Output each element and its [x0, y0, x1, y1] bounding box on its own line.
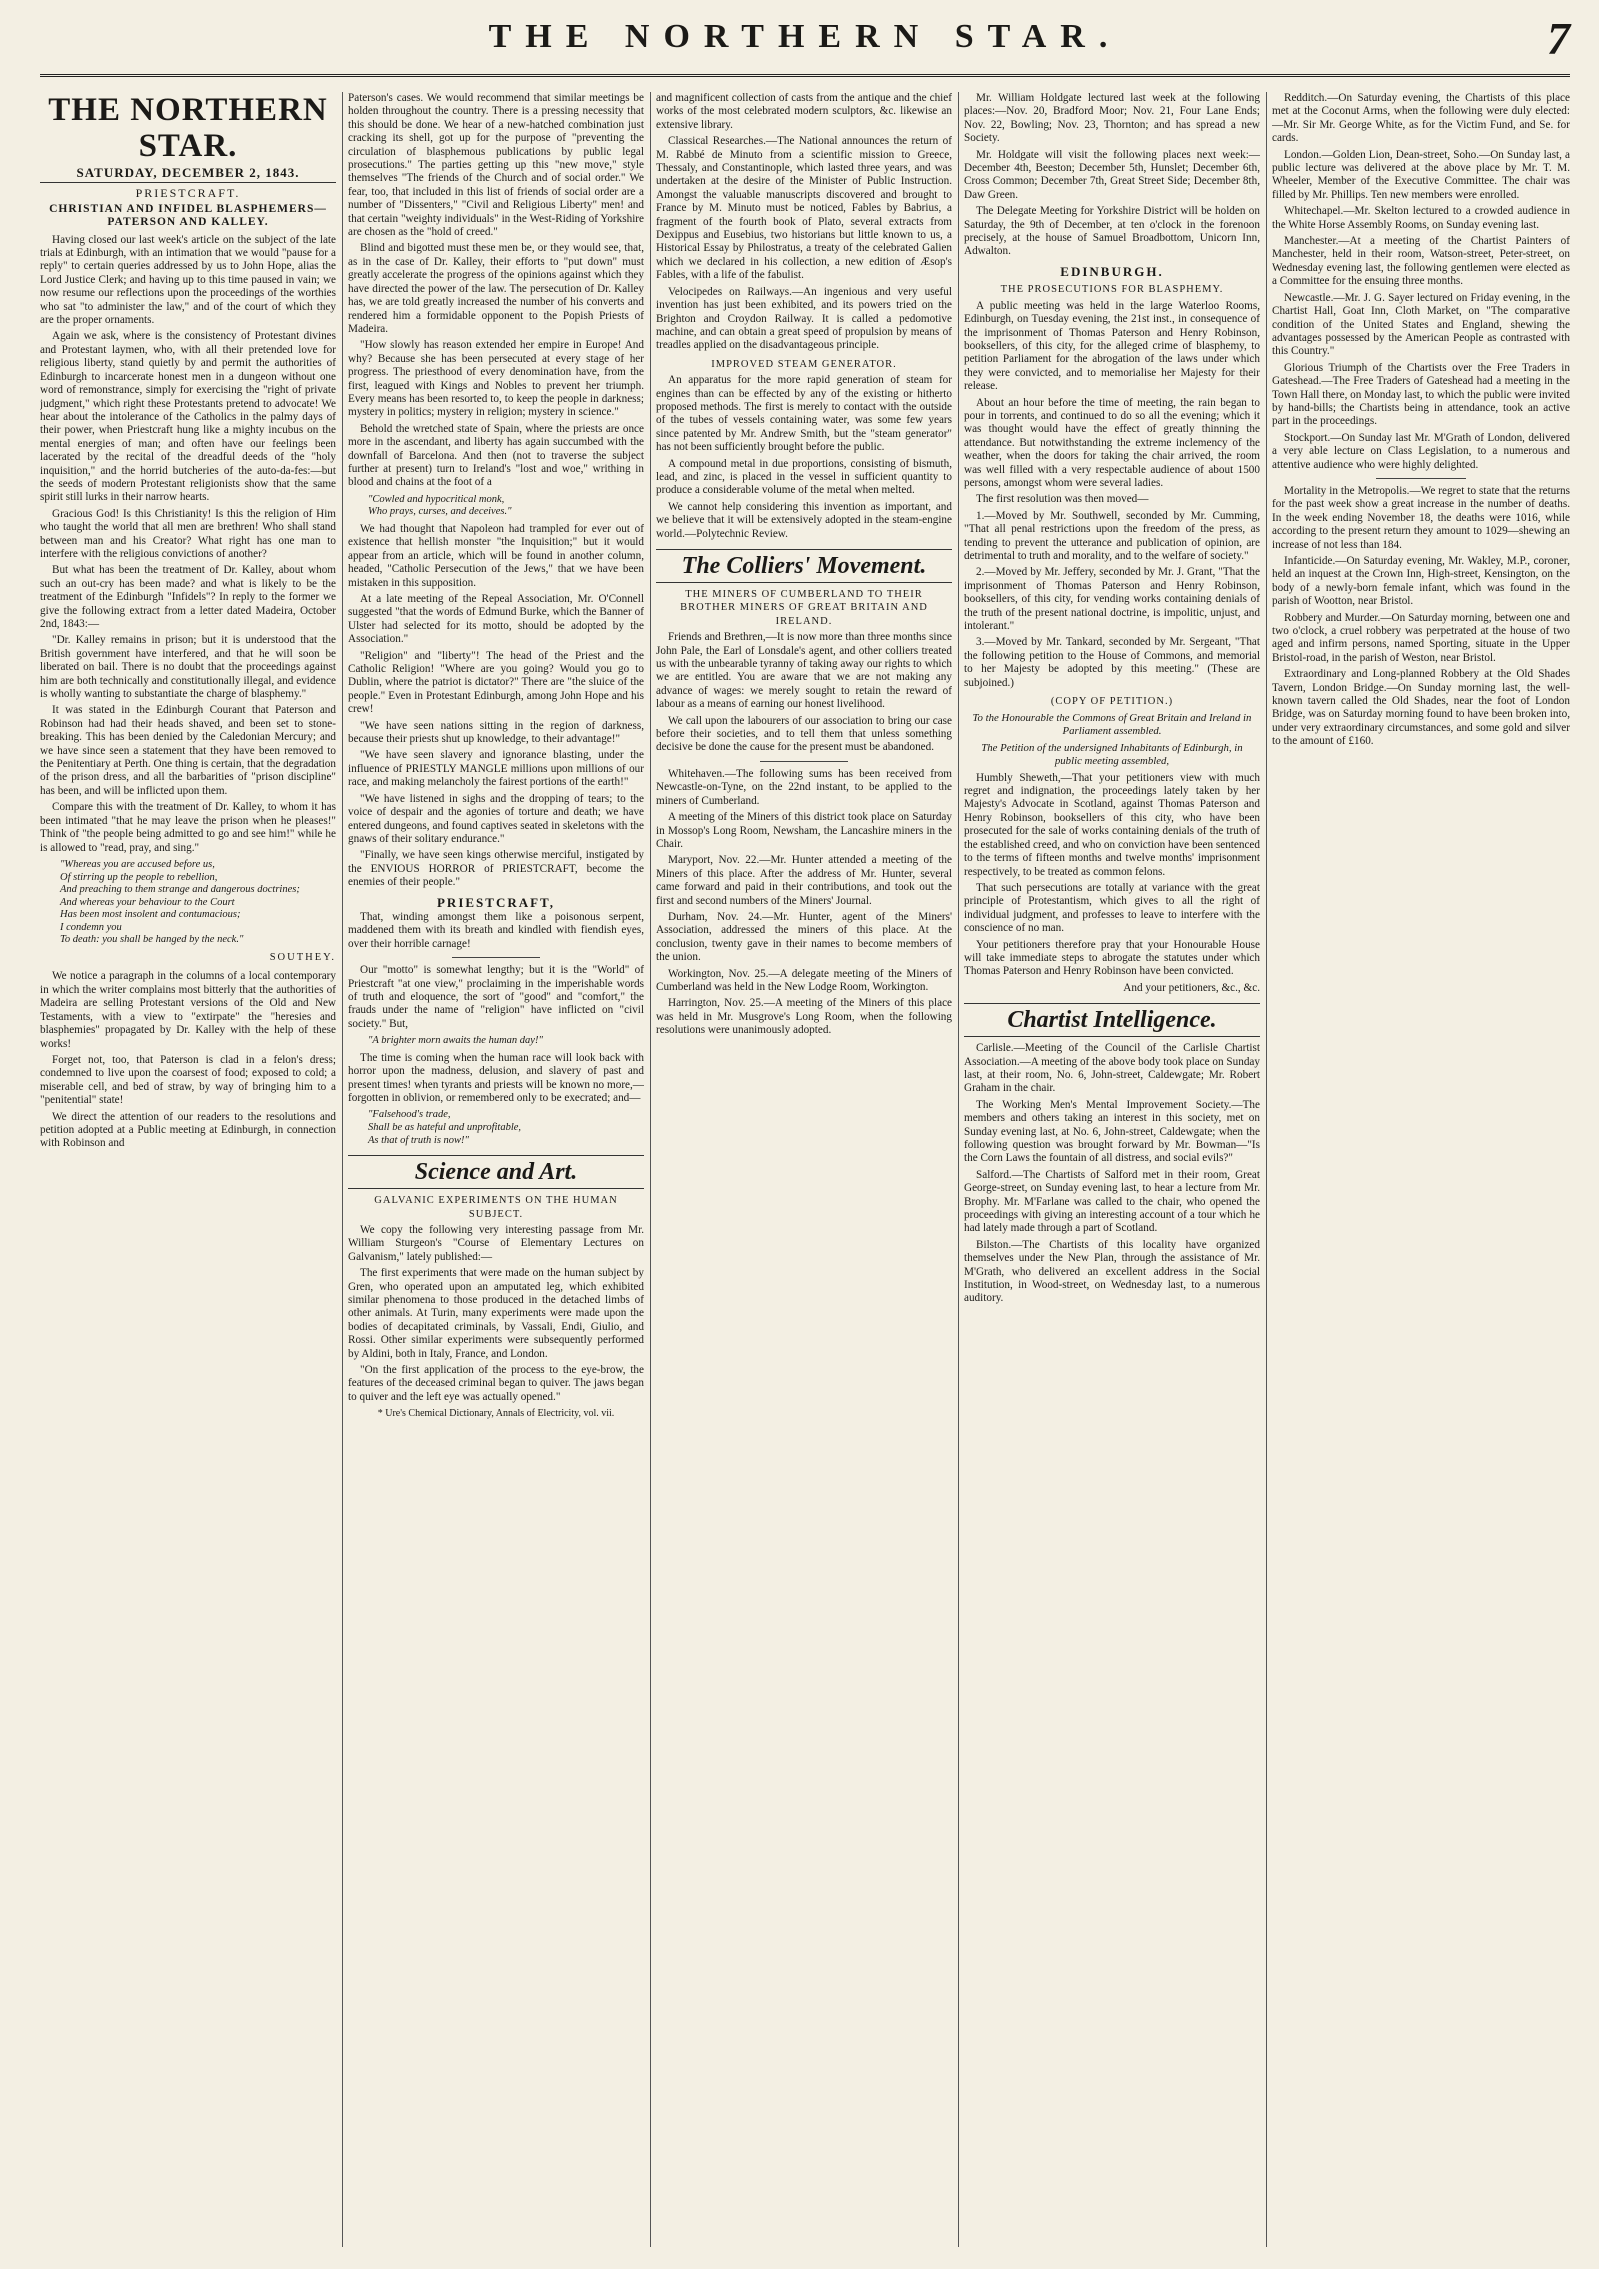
- article-headline: IMPROVED STEAM GENERATOR.: [711, 358, 897, 370]
- article-headline: THE PROSECUTIONS FOR BLASPHEMY.: [1000, 284, 1224, 296]
- resolution: 1.—Moved by Mr. Southwell, seconded by Mr. Cumming, "That all penal restrictions upon the freedom of the press, as tending to prevent the utterance and publication of opinion, are detrimental to truth and morality, and to the welfare of society.": [964, 509, 1260, 562]
- verse-quote: "Cowled and hypocritical monk, Who prays, curses, and deceives.": [368, 493, 512, 518]
- paragraph: We notice a paragraph in the columns of a local contemporary in which the writer complains most bitterly that the authorities of Madeira are selling Protestant versions of the Old and New Testaments, with a view to "extirpate" the "heresies and blasphemies" propagated by Dr. Kalley with the help of these works!: [40, 970, 336, 1050]
- column-3: [656, 92, 952, 2252]
- paragraph: Forget not, too, that Paterson is clad in a felon's dress; condemned to live upon the coarsest of food; exposed to cold; a miserable cell, and bed of straw, by way of bringing him to a "penitential" state!: [40, 1053, 336, 1107]
- petition-subtitle: The Petition of the undersigned Inhabitants of Edinburgh, in public meeting assembled,: [981, 742, 1243, 767]
- paragraph: An apparatus for the more rapid generation of steam for engines than can be effected by any of the existing or hitherto proposed methods. The first is merely to contact with the outside of the tubes of vessels containing water, was some few years since patented by Mr. Andrew Smith, but the "steam generator" has not been sufficiently brought before the public.: [656, 374, 952, 454]
- paper-date: SATURDAY, DECEMBER 2, 1843.: [40, 166, 336, 183]
- verse-quote: "Falsehood's trade, Shall be as hateful and unprofitable, As that of truth is now!": [368, 1109, 522, 1146]
- paragraph: And your petitioners, &c., &c.: [1123, 981, 1260, 994]
- column-rule: [342, 92, 343, 2247]
- section-heading-science: Science and Art.: [348, 1155, 644, 1189]
- paragraph: Infanticide.—On Saturday evening, Mr. Wakley, M.P., coroner, held an inquest at the Crown Inn, High-street, Kensington, on the body of a newly-born female infant, which was found in the parish of Wootton, near Bristol.: [1272, 555, 1570, 608]
- paragraph: About an hour before the time of meeting, the rain began to pour in torrents, and continued to do so all the evening; which it was thought would have the effect of greatly thinning the attendance. But notwithstanding the extreme inclemency of the weather, when the doors for taking the chair arrived, the room was well filled with a very respectable audience of about 1500 persons, amongst whom were several ladies.: [964, 396, 1260, 489]
- paper-title: THE NORTHERN STAR.: [48, 92, 328, 164]
- article-kicker: PRIESTCRAFT.: [135, 186, 241, 201]
- paragraph: Salford.—The Chartists of Salford met in their room, Great George-street, on Sunday evening last, to hear a lecture from Mr. Brophy. Mr. M'Farlane was called to the chair, who opened the proceedings with giving an interesting account of a tour which he had lately made through a part of Scotland.: [964, 1168, 1260, 1235]
- petition-title: To the Honourable the Commons of Great Britain and Ireland in Parliament assembled.: [972, 712, 1252, 738]
- paragraph: We call upon the labourers of our association to bring our case before their societies, and to tell them that unless something decisive be done the cause for the present must be abandoned.: [656, 714, 952, 754]
- separator: [1376, 478, 1465, 479]
- paragraph: Compare this with the treatment of Dr. Kalley, to whom it has been intimated "that he may leave the prison when he pleases!" Think of "the people being admitted to go and see him!" while he is allowed to "read, pray, and sing.": [40, 801, 336, 854]
- paragraph: Velocipedes on Railways.—An ingenious and very useful invention has just been exhibited, and its powers tried on the Brighton and Croydon Railway. It is called a pedomotive machine, and can obtain a great speed of propulsion by means of treadles applied on the disadvantageous principle.: [656, 285, 952, 352]
- quoted-paragraph: "We have seen slavery and ignorance blasting, under the influence of PRIESTLY MANGLE millions upon millions of our race, and making melancholy the fairest portions of the earth!": [348, 749, 644, 789]
- paragraph: Durham, Nov. 24.—Mr. Hunter, agent of the Miners' Association, addressed the miners of this place. At the conclusion, twenty gave in their names to become members of the union.: [656, 910, 952, 964]
- column-1: [40, 92, 336, 2252]
- quoted-paragraph: "We have seen nations sitting in the region of darkness, because their priests shut up knowledge, to their advantage!": [348, 719, 644, 746]
- petition-label: (COPY OF PETITION.): [1050, 696, 1174, 708]
- quoted-paragraph: "We have listened in sighs and the dropping of tears; to the voice of despair and the agonies of torture and death; we have entered dungeons, and found captives seated in skeletons with the gnaws of their solitary endurance.": [348, 792, 644, 845]
- verse-attribution: SOUTHEY.: [269, 952, 336, 964]
- paragraph: Humbly Sheweth,—That your petitioners view with much regret and indignation, the proceedings lately taken by her Majesty's Advocate in Scotland, against Thomas Paterson and Henry Robinson, booksellers of this city, who have been prosecuted for the sale of works containing denials of the truth of the established creed, and who on conviction have been sentenced to the terms of fifteen months and twelve months' imprisonment respectively, to be treated as common felons.: [964, 771, 1260, 878]
- paragraph: We had thought that Napoleon had trampled for ever out of existence that hellish monster "the Inquisition;" but it would appear from an article, which will be found in another column, headed, "Catholic Persecution of the Jews," that we have been mistaken in this supposition.: [348, 522, 644, 589]
- footnote: * Ure's Chemical Dictionary, Annals of Electricity, vol. vii.: [377, 1408, 615, 1420]
- paragraph: Glorious Triumph of the Chartists over the Free Traders in Gateshead.—The Free Traders of Gateshead had a meeting in the Town Hall there, on Monday last, to which the public were invited by hand-bills; the Chartists being in attendance, took an active part in the proceedings.: [1272, 361, 1570, 428]
- paragraph: Friends and Brethren,—It is now more than three months since John Pale, the Earl of Lonsdale's agent, and other colliers treated us with the unbearable tyranny of taking away our rights to which we are entitled. You are aware that we are not making any advance of wages: we merely sought to retain the reward of labour as a means of earning our honest livelihood.: [656, 631, 952, 711]
- column-2: [348, 92, 644, 2252]
- paragraph: At a late meeting of the Repeal Association, Mr. O'Connell suggested "that the words of Edmund Burke, which the Banner of Ulster had selected for its motto, should be adopted by the Association.": [348, 593, 644, 646]
- paragraph: Maryport, Nov. 22.—Mr. Hunter attended a meeting of the Miners of this place. After the address of Mr. Hunter, several came forward and paid in their contributions, and took out the first and second numbers of the Miners' Journal.: [656, 854, 952, 907]
- paragraph: London.—Golden Lion, Dean-street, Soho.—On Sunday last, a public lecture was delivered at the above place by Mr. T. M. Wheeler, Member of the Executive Committee. The chair was filled by Mr. Phillips. Ten new members were enrolled.: [1272, 148, 1570, 201]
- paragraph: A meeting of the Miners of this district took place on Saturday in Mossop's Long Room, Newsham, the Lancashire miners in the Chair.: [656, 811, 952, 850]
- resolution: 3.—Moved by Mr. Tankard, seconded by Mr. Sergeant, "That the following petition to the House of Commons, and memorial to her Majesty be adopted by this meeting." (These are subjoined.): [964, 636, 1260, 689]
- paragraph: Paterson's cases. We would recommend that similar meetings be holden throughout the country. There is a pressing necessity that this should be done. We hear of a new-hatched combination just cracking its shell, got up for the purpose of "preventing the circulation of blasphemous publications by public legal prosecutions." The parties getting up this "new move," style themselves "The friends of the Church and of social order." We fear, too, that included in this list of friends of social order are a number of "Dissenters," "Civil and Religious Liberty" men! and that certain "weighty individuals" in the West-Riding of Yorkshire are chosen as the "hold of creed.": [348, 92, 644, 239]
- paragraph: Carlisle.—Meeting of the Council of the Carlisle Chartist Association.—A meeting of the above body took place on Sunday last, at their room, No. 6, John-street, Caldewgate; Mr. Robert Graham in the chair.: [964, 1042, 1260, 1095]
- paragraph: We copy the following very interesting passage from Mr. William Sturgeon's "Course of Elementary Lectures on Galvanism," lately published:—: [348, 1224, 644, 1263]
- paragraph: Extraordinary and Long-planned Robbery at the Old Shades Tavern, London Bridge.—On Sunday morning last, the well-known tavern called the Old Shades, near the foot of London Bridge, was on Saturday morning found to have been broken into, under very extraordinary circumstances, and some gold and silver to the amount of £160.: [1272, 668, 1570, 748]
- column-rule: [1266, 92, 1267, 2247]
- verse-quote: "Whereas you are accused before us, Of stirring up the people to rebellion, And preaching to them strange and dangerous doctrines; And whereas your behaviour to the Court Has been most insolent and contumacious; I condemn you To death: you shall be hanged by the neck.": [60, 858, 300, 946]
- paragraph: Classical Researches.—The National announces the return of M. Rabbé de Minuto from a scientific mission to Greece, Thessaly, and Constantinople, which lasted three years, and was undertaken at the desire of the Minister of Public Instruction. Amongst the valuable manuscripts discovered and brought to France by M. Minuto must be noticed, Fables by Babrius, a fragment of the fourth book of Plato, several extracts from Dexippus and Eusebius, two historians but little known to us, a Historical Essay by Philostratus, a treaty of the celebrated Galien which we declared in his collection, a new edition of Æsop's Fables, with a life of the fabulist.: [656, 135, 952, 282]
- paragraph: "Religion" and "liberty"! The head of the Priest and the Catholic Religion! "Where are you going? Would you go to Dublin, where the patriot is dictator?" There are "the sluice of the people." Even in Protestant Edinburgh, among John Hope and his crew!: [348, 649, 644, 716]
- paragraph: Your petitioners therefore pray that your Honourable House will take immediate steps to abrogate the statutes under which Thomas Paterson and Henry Robinson have been convicted.: [964, 938, 1260, 978]
- column-5: [1272, 92, 1570, 2252]
- dateline-edinburgh: EDINBURGH.: [1060, 263, 1164, 279]
- paragraph: Workington, Nov. 25.—A delegate meeting of the Miners of Cumberland was held in the New Lodge Room, Workington.: [656, 967, 952, 993]
- paragraph: It was stated in the Edinburgh Courant that Paterson and Robinson had had their heads shaved, and been set to stone-breaking. This has been denied by the Caledonian Mercury; and we have since seen a statement that they have been removed to the Penitentiary at Perth. One thing is certain, that the degradation of the prison dress, and all the barbarities of "prison discipline" has been, and will be inflicted upon them.: [40, 704, 336, 797]
- page-number: 7: [1547, 13, 1570, 64]
- separator: [760, 761, 849, 762]
- quoted-paragraph: "Finally, we have seen kings otherwise merciful, instigated by the ENVIOUS HORROR of PRIESTCRAFT, become the enemies of their people.": [348, 849, 644, 889]
- paragraph: Bilston.—The Chartists of this locality have organized themselves under the New Plan, through the assistance of Mr. M'Grath, who delivered an excellent address in the Social Institution, in Wood-street, on Wednesday last, to a numerous auditory.: [964, 1238, 1260, 1305]
- paragraph: Redditch.—On Saturday evening, the Chartists of this place met at the Coconut Arms, when the following were duly elected:—Mr. Sir Mr. George White, as for the Victim Fund, and Se. for cards.: [1272, 92, 1570, 145]
- paragraph: Blind and bigotted must these men be, or they would see, that, as in the case of Dr. Kalley, their efforts to "put down" must greatly accelerate the progress of the opinions against which they have directed the power of the law. The persecution of Dr. Kalley has, we are told greatly increased the number of his converts and rendered him a formidable opponent to the Popish Priests of Madeira.: [348, 242, 644, 335]
- paragraph: The Working Men's Mental Improvement Society.—The members and others taking an interest in this society, met on Sunday evening last, at No. 6, John-street, Caldewgate; when the following question was brought forward by Mr. Bowman—"Is the Corn Laws the fountain of all distress, and social evils?": [964, 1098, 1260, 1165]
- paragraph: A public meeting was held in the large Waterloo Rooms, Edinburgh, on Tuesday evening, the 21st inst., in consequence of the imprisonment of Thomas Paterson and Henry Robinson, booksellers, of this city, for the alleged crime of blasphemy, to petition Parliament for the abrogation of the laws under which they were convicted, and to memorialise her Majesty for their release.: [964, 299, 1260, 393]
- paragraph: Stockport.—On Sunday last Mr. M'Grath of London, delivered a very able lecture on Class Legislation, to a numerous and attentive audience who were highly delighted.: [1272, 431, 1570, 471]
- paragraph: Gracious God! Is this Christianity! Is this the religion of Him who taught the world that all men are brethren! Who shall stand between man and his Creator? What right has one man to interfere with the religious convictions of another?: [40, 507, 336, 560]
- quoted-paragraph: "How slowly has reason extended her empire in Europe! And why? Because she has been persecuted at every stage of her progress. The priesthood of every denomination have, from the first, leagued with Kings and Nobles to prevent her triumph. Every means has been resorted to, to keep the people in darkness; mystery in politics; mystery in religion; mystery in science.": [348, 339, 644, 419]
- paragraph: Our "motto" is somewhat lengthy; but it is the "World" of Priestcraft "at one view," proclaiming in the imperishable words of truth and eloquence, the sort of "good" and "comfort," the frauds under the name of "religion" have inflicted on "civil society." But,: [348, 964, 644, 1030]
- paragraph: Robbery and Murder.—On Saturday morning, between one and two o'clock, a cruel robbery was perpetrated at the house of two aged and infirm persons, named Sporting, situate in the Upper Bristol-road, in the parish of Weston, near Bristol.: [1272, 611, 1570, 664]
- kicker-priestcraft: PRIESTCRAFT,: [436, 894, 556, 910]
- resolution: 2.—Moved by Mr. Jeffery, seconded by Mr. J. Grant, "That the imprisonment of Thomas Paterson and Henry Robinson, booksellers, of this city, for vending works containing denials of the truth of the present national doctrine, is impolitic, unjust, and intolerant.": [964, 566, 1260, 633]
- paragraph: Whitehaven.—The following sums has been received from Newcastle-on-Tyne, on the 22nd instant, to be applied to the miners of Cumberland.: [656, 767, 952, 807]
- paragraph: We cannot help considering this invention as important, and we believe that it will be extensively adopted in the steam-engine world.—Polytechnic Review.: [656, 500, 952, 540]
- paragraph: That such persecutions are totally at variance with the great principle of Protestantism, which gives to all the right of individual judgment, and professes to leave to interfere with the conscience of no man.: [964, 881, 1260, 935]
- paragraph: Mortality in the Metropolis.—We regret to state that the returns for the past week show a great increase in the number of deaths. In the week ending November 18, the deaths were 1016, while according to the present return they amount to 1029—shewing an increase of not less than 184.: [1272, 484, 1570, 551]
- paragraph: Harrington, Nov. 25.—A meeting of the Miners of this place was held in Mr. Musgrove's Long Room, when the following resolutions were unanimously adopted.: [656, 997, 952, 1037]
- paragraph: A compound metal in due proportions, consisting of bismuth, lead, and zinc, is placed in the vessel in sufficient quantity to produce a considerable volume of the metal when melted.: [656, 457, 952, 497]
- paragraph: The first resolution was then moved—: [976, 493, 1149, 506]
- paragraph: Manchester.—At a meeting of the Chartist Painters of Manchester, held in their room, Watson-street, Peter-street, on Wednesday evening last, the following gentlemen were elected as a Committee for the ensuing three months.: [1272, 235, 1570, 288]
- article-headline: GALVANIC EXPERIMENTS ON THE HUMAN SUBJECT.: [374, 1195, 618, 1220]
- paragraph: But what has been the treatment of Dr. Kalley, about whom such an out-cry has been made? and what is likely to be the treatment of the Edinburgh "Infidels"? In reply to the former we give the following extract from a letter dated Madeira, October 2nd, 1843:—: [40, 564, 336, 630]
- paragraph: That, winding amongst them like a poisonous serpent, maddened them with its breath and kindled with fiendish eyes, over their horrible carnage!: [348, 910, 644, 950]
- section-heading-chartist: Chartist Intelligence.: [964, 1003, 1260, 1037]
- article-headline: THE MINERS OF CUMBERLAND TO THEIR BROTHER MINERS OF GREAT BRITAIN AND IRELAND.: [680, 589, 928, 627]
- paragraph: The first experiments that were made on the human subject by Gren, who operated upon an amputated leg, which exhibited similar phenomena to those produced in the detached limbs of other animals. At Turin, many experiments were made upon the bodies of decapitated criminals, by Vassali, Endi, Giulio, and Rossi. Other similar experiments were subsequently performed by Aldini, both in Italy, France, and London.: [348, 1267, 644, 1360]
- paragraph: Behold the wretched state of Spain, where the priests are once more in the ascendant, and liberty has again succumbed with the downfall of Barcelona. And then (not to traverse the subject further at present) turn to Ireland's "lost and woe," writhing in blood and chains at the foot of a: [348, 422, 644, 489]
- quoted-paragraph: "On the first application of the process to the eye-brow, the features of the deceased criminal began to quiver. The jaws began to quiver and the left eye was actually opened.": [348, 1364, 644, 1403]
- column-rule: [958, 92, 959, 2247]
- paragraph: and magnificent collection of casts from the antique and the chief works of the most celebrated modern sculptors, &c. likewise an extensive library.: [656, 92, 952, 131]
- paragraph: We direct the attention of our readers to the resolutions and petition adopted at a Public meeting at Edinburgh, in connection with Robinson and: [40, 1110, 336, 1150]
- paragraph: Mr. William Holdgate lectured last week at the following places:—Nov. 20, Bradford Moor; Nov. 21, Four Lane Ends; Nov. 22, Bowling; Nov. 23, Thornton; and has spread a new Society.: [964, 92, 1260, 145]
- paragraph: Newcastle.—Mr. J. G. Sayer lectured on Friday evening, in the Chartist Hall, Goat Inn, Cloth Market, on "The comparative condition of the United States and England, shewing the advantages possessed by the American People as contrasted with this Country.": [1272, 291, 1570, 358]
- separator: [452, 957, 541, 958]
- column-4: [964, 92, 1260, 2252]
- paragraph: Mr. Holdgate will visit the following places next week:—December 4th, Beeston; December 5th, Hunslet; December 6th, Cross Common; December 7th, Great Street Side; December 8th, Daw Green.: [964, 148, 1260, 201]
- running-title: THE NORTHERN STAR.: [488, 18, 1122, 55]
- article-headline: CHRISTIAN AND INFIDEL BLASPHEMERS—PATERSON AND KALLEY.: [49, 202, 327, 229]
- paragraph: Whitechapel.—Mr. Skelton lectured to a crowded audience in the White Horse Assembly Rooms, on Sunday evening last.: [1272, 205, 1570, 231]
- running-header: [40, 10, 1570, 77]
- column-rule: [650, 92, 651, 2247]
- paragraph: The Delegate Meeting for Yorkshire District will be holden on Saturday, the 9th of December, at ten o'clock in the forenoon precisely, at the house of Samuel Broadbottom, Unicorn Inn, Adwalton.: [964, 205, 1260, 258]
- paragraph: Again we ask, where is the consistency of Protestant divines and Protestant laymen, who, with all their pretended love for religious liberty, stand quietly by and permit the authorities of Edinburgh to incarcerate honest men in a dungeon without one word of remonstrance, simply for exercising the "right of private judgment," which right these Protestants pretend to advocate! We hear about the intolerance of the Catholics in the palmy days of their power, when Priestcraft hung like a mighty incubus on the mental energies of man; and often have our feelings been lacerated by the recital of the dreadful deeds of the "holy inquisition," and the horrid butcheries of the auto-da-fes:—but the seeds of modern Protestant religionists show that the same spirit still lurks in their narrow hearts.: [40, 330, 336, 504]
- paragraph: The time is coming when the human race will look back with horror upon the madness, delusion, and slavery of past and present times! when tyrants and priests will be known no more,—forgotten in oblivion, or remembered only to be execrated; and—: [348, 1051, 644, 1104]
- quoted-paragraph: "Dr. Kalley remains in prison; but it is understood that the British government have interfered, and that he will soon be liberated on bail. There is no doubt that the proceedings against him are both technically and constitutionally illegal, and evidence is wholly wanting to substantiate the charge of blasphemy.": [40, 634, 336, 701]
- verse-quote: "A brighter morn awaits the human day!": [368, 1035, 543, 1047]
- paragraph: Having closed our last week's article on the subject of the late trials at Edinburgh, with an intimation that we would "pause for a reply" to certain queries addressed by us to John Hope, alias the Lord Justice Clerk; and having up to this time paused in vain; we now resume our reflections upon the proceedings of the worthies who sat "to administer the law," and of the court of which they are the proper ornaments.: [40, 233, 336, 327]
- section-heading-colliers: The Colliers' Movement.: [656, 549, 952, 583]
